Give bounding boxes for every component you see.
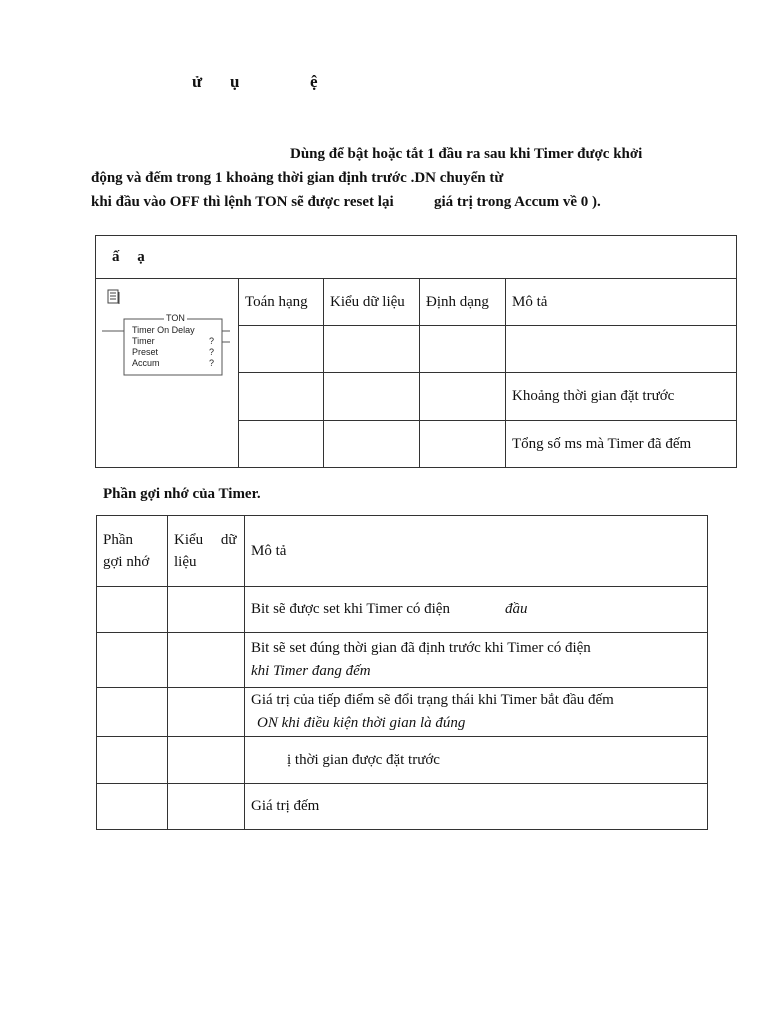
table-cell [97,784,168,830]
description-text: Bit sẽ set đúng thời gian đã định trước khi Timer có điện [251,640,591,656]
table-cell [168,688,245,737]
table-cell [168,633,245,688]
ton-field-name: Preset [132,347,159,357]
header-fragment: ấ [112,248,120,265]
table-cell [168,784,245,830]
description-text: Bit sẽ được set khi Timer có điện [251,601,450,617]
table-cell [168,737,245,784]
memory-row-description [245,784,708,830]
ton-field-name: Timer [132,336,155,346]
table-cell [420,326,506,373]
operand-table [95,235,737,468]
memory-row-description [245,633,708,688]
description-italic: đầu [504,601,528,617]
table-cell [420,421,506,468]
column-header-data-type [168,516,245,587]
column-header-operand: Toán hạng [239,279,324,326]
ton-field-value: ? [209,347,215,357]
column-header-data-type: Kiểu dữ liệu [324,279,420,326]
memory-row-description [245,737,708,784]
table-cell [324,373,420,421]
intro-line-2: động và đếm trong 1 khoảng thời gian định trước .DN chuyển từ [91,170,504,186]
description-text: ị thời gian được đặt trước [287,751,440,768]
memory-row-description [245,587,708,633]
ton-instruction-block [96,279,239,419]
table-cell [97,633,168,688]
table-cell [420,373,506,421]
table-cell [239,421,324,468]
ton-title: TON [166,313,185,323]
ton-field-value: ? [209,358,215,368]
ton-field-name: Accum [132,358,160,368]
description-italic: ON khi điều kiện thời gian là đúng [257,715,466,731]
column-header-memory [97,516,168,587]
table-cell [97,688,168,737]
memory-row-description [245,688,708,737]
header-line: Kiểu dữ [174,532,237,548]
description-text: Giá trị của tiếp điểm sẽ đổi trạng thái khi Timer bắt đầu đếm [251,692,614,708]
header-line: gợi nhớ [103,554,150,570]
table-cell [324,326,420,373]
description-text: Giá trị đếm [251,798,320,814]
header-fragment: ạ [137,248,145,265]
memory-table [96,515,708,830]
instruction-diagram-cell [96,279,239,468]
description-italic: khi Timer đang đếm [251,663,371,679]
intro-line-3b: giá trị trong Accum về 0 ). [434,194,601,210]
heading-fragment: ệ [310,72,318,91]
intro-line-1: Dùng để bật hoặc tắt 1 đầu ra sau khi Timer được khởi [290,146,643,162]
table-cell: Khoảng thời gian đặt trước [506,373,737,421]
table-cell: Tổng số ms mà Timer đã đếm [506,421,737,468]
ton-label: Timer On Delay [132,325,195,335]
column-header-description: Mô tả [506,279,737,326]
column-header-description: Mô tả [245,516,708,587]
heading-fragment: ử [192,72,203,91]
ton-field-value: ? [209,336,215,346]
table-cell [239,326,324,373]
column-header-format: Định dạng [420,279,506,326]
heading-fragment: ụ [230,72,240,91]
intro-line-3a: khi đầu vào OFF thì lệnh TON sẽ được reset lại [91,194,394,210]
table-cell [97,737,168,784]
operand-table-header [96,236,737,279]
memory-section-title: Phần gợi nhớ của Timer. [103,486,261,502]
table-cell [506,326,737,373]
table-cell [97,587,168,633]
header-line: Phần [103,532,133,548]
header-line: liệu [174,554,197,570]
table-cell [239,373,324,421]
table-cell [324,421,420,468]
table-cell [168,587,245,633]
